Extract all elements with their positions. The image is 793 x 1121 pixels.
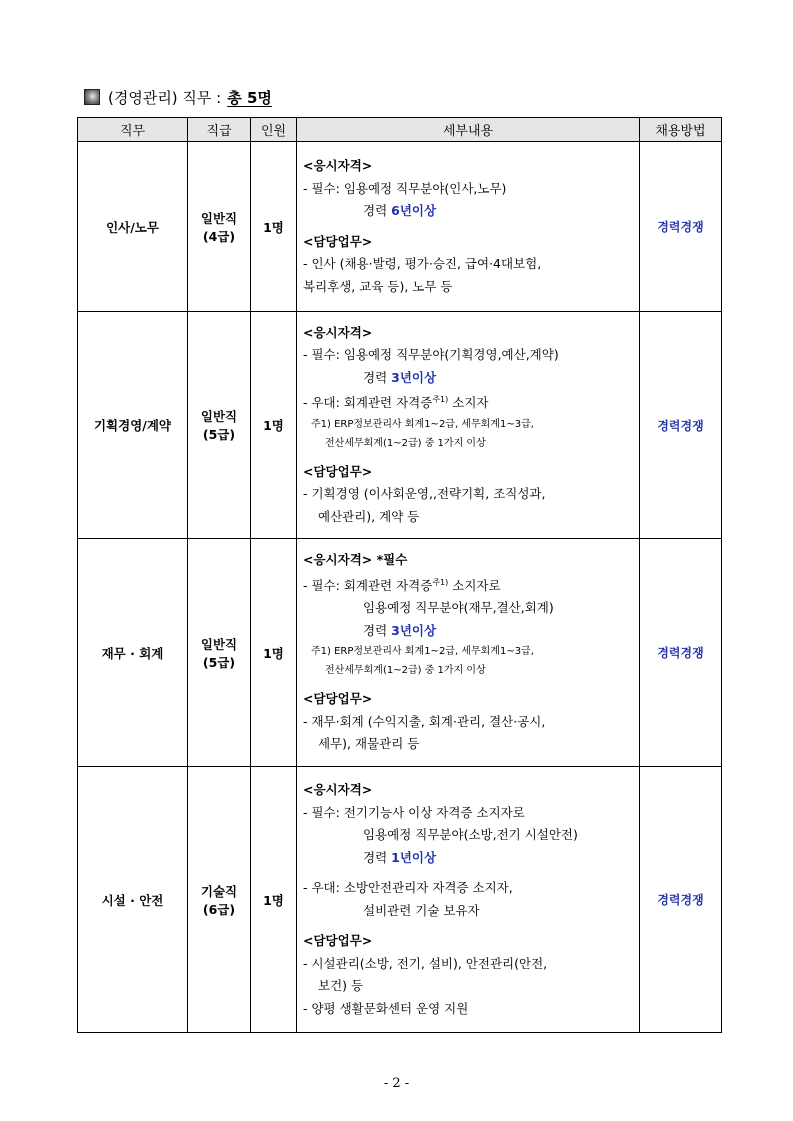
qualification-title: <응시자격> <box>303 324 373 340</box>
count-cell: 1명 <box>251 539 297 767</box>
duty-title: <담당업무> <box>303 233 373 249</box>
table-header-row <box>78 118 722 142</box>
grade-type: 일반직 <box>200 636 238 652</box>
square-bullet-icon <box>84 89 100 105</box>
count-cell: 1명 <box>251 142 297 312</box>
page-number: - 2 - <box>383 1076 410 1091</box>
recruitment-table <box>77 117 722 1033</box>
details-cell <box>297 142 640 312</box>
job-cell: 인사/노무 <box>78 142 188 312</box>
details-cell <box>297 767 640 1033</box>
experience-line <box>303 847 635 870</box>
header-count: 인원 <box>251 118 297 142</box>
grade-type: 일반직 <box>200 409 238 424</box>
method-cell: 경력경쟁 <box>640 312 722 539</box>
experience-line <box>303 620 635 643</box>
preferred-tail: 소지자 <box>448 395 489 411</box>
experience-label: 경력 <box>363 203 392 218</box>
job-cell: 기획경영/계약 <box>78 312 188 539</box>
duty-line: 예산관리), 계약 등 <box>318 508 420 524</box>
duty-line: 세무), 재물관리 등 <box>318 736 420 752</box>
section-heading-prefix: (경영관리) 직무 : <box>108 88 222 107</box>
footnote-line: 주1) ERP정보관리사 회계1~2급, 세무회계1~3급, <box>311 418 534 430</box>
duty-line: - 기획경영 (이사회운영,,전략기획, 조직성과, <box>303 486 546 502</box>
duty-line: - 인사 (채용·발령, 평가·승진, 급여·4대보험, <box>303 256 542 271</box>
grade-cell <box>188 767 251 1033</box>
required-line: - 필수: 임용예정 직무분야(기획경영,예산,계약) <box>303 347 559 363</box>
duty-line: - 재무·회계 (수익지출, 회계·관리, 결산·공시, <box>303 713 546 729</box>
grade-type: 일반직 <box>200 210 238 226</box>
footnote-mark: 주1) <box>432 395 449 405</box>
qualification-title-line <box>303 549 635 572</box>
footnote-line: 전산세무회계(1~2급) 중 1가지 이상 <box>325 437 486 449</box>
method-cell: 경력경쟁 <box>640 767 722 1033</box>
experience-line <box>303 200 635 223</box>
duty-line: - 양평 생활문화센터 운영 지원 <box>303 1000 469 1016</box>
section-heading <box>84 86 272 108</box>
experience-value: 1년이상 <box>391 849 437 865</box>
grade-level: (5급) <box>202 654 236 670</box>
grade-level: (5급) <box>202 427 236 442</box>
experience-label: 경력 <box>363 849 392 865</box>
preferred-line: - 우대: 소방안전관리자 자격증 소지자, <box>303 880 513 895</box>
job-cell: 재무 · 회계 <box>78 539 188 767</box>
experience-line <box>303 367 635 390</box>
grade-cell <box>188 142 251 312</box>
required-text: - 필수: 회계관련 자격증 <box>303 577 433 593</box>
grade-level: (6급) <box>202 901 236 917</box>
footnote-line: 전산세무회계(1~2급) 중 1가지 이상 <box>325 665 486 677</box>
experience-value: 3년이상 <box>391 622 437 638</box>
qualification-title: <응시자격> <box>303 782 373 797</box>
header-details: 세부내용 <box>297 118 640 142</box>
header-method: 채용방법 <box>640 118 722 142</box>
required-line: - 필수: 임용예정 직무분야(인사,노무) <box>303 180 507 196</box>
grade-type: 기술직 <box>200 883 238 899</box>
section-heading-count: 총 5명 <box>227 88 272 107</box>
required-line-2: 임용예정 직무분야(재무,결산,회계) <box>363 600 554 616</box>
header-job: 직무 <box>78 118 188 142</box>
duty-line: - 시설관리(소방, 전기, 설비), 안전관리(안전, <box>303 955 548 971</box>
experience-label: 경력 <box>363 369 392 385</box>
required-line <box>303 572 635 598</box>
preferred-line-2: 설비관련 기술 보유자 <box>363 902 480 918</box>
required-line-2: 임용예정 직무분야(소방,전기 시설안전) <box>363 827 578 842</box>
table-row <box>78 142 722 312</box>
qualification-extra: *필수 <box>372 552 408 568</box>
preferred-text: - 우대: 회계관련 자격증 <box>303 395 433 411</box>
count-cell: 1명 <box>251 767 297 1033</box>
count-cell: 1명 <box>251 312 297 539</box>
details-cell <box>297 539 640 767</box>
qualification-title: <응시자격> <box>303 552 373 568</box>
duty-title: <담당업무> <box>303 463 373 479</box>
duty-line: 복리후생, 교육 등), 노무 등 <box>303 278 453 294</box>
grade-level: (4급) <box>202 228 236 244</box>
required-tail: 소지자로 <box>448 577 501 593</box>
preferred-line <box>303 389 635 415</box>
duty-title: <담당업무> <box>303 933 373 948</box>
experience-value: 6년이상 <box>391 203 437 218</box>
experience-value: 3년이상 <box>391 369 437 385</box>
method-cell: 경력경쟁 <box>640 539 722 767</box>
grade-cell <box>188 539 251 767</box>
job-cell: 시설 · 안전 <box>78 767 188 1033</box>
footnote-mark: 주1) <box>432 577 449 587</box>
header-grade: 직급 <box>188 118 251 142</box>
details-cell <box>297 312 640 539</box>
method-cell: 경력경쟁 <box>640 142 722 312</box>
table-row <box>78 539 722 767</box>
table-row <box>78 767 722 1033</box>
table-row <box>78 312 722 539</box>
qualification-title: <응시자격> <box>303 158 373 173</box>
experience-label: 경력 <box>363 622 392 638</box>
grade-cell <box>188 312 251 539</box>
required-line: - 필수: 전기기능사 이상 자격증 소지자로 <box>303 804 525 820</box>
duty-title: <담당업무> <box>303 691 373 707</box>
footnote-line: 주1) ERP정보관리사 회계1~2급, 세무회계1~3급, <box>311 646 534 658</box>
duty-line: 보건) 등 <box>318 978 364 993</box>
